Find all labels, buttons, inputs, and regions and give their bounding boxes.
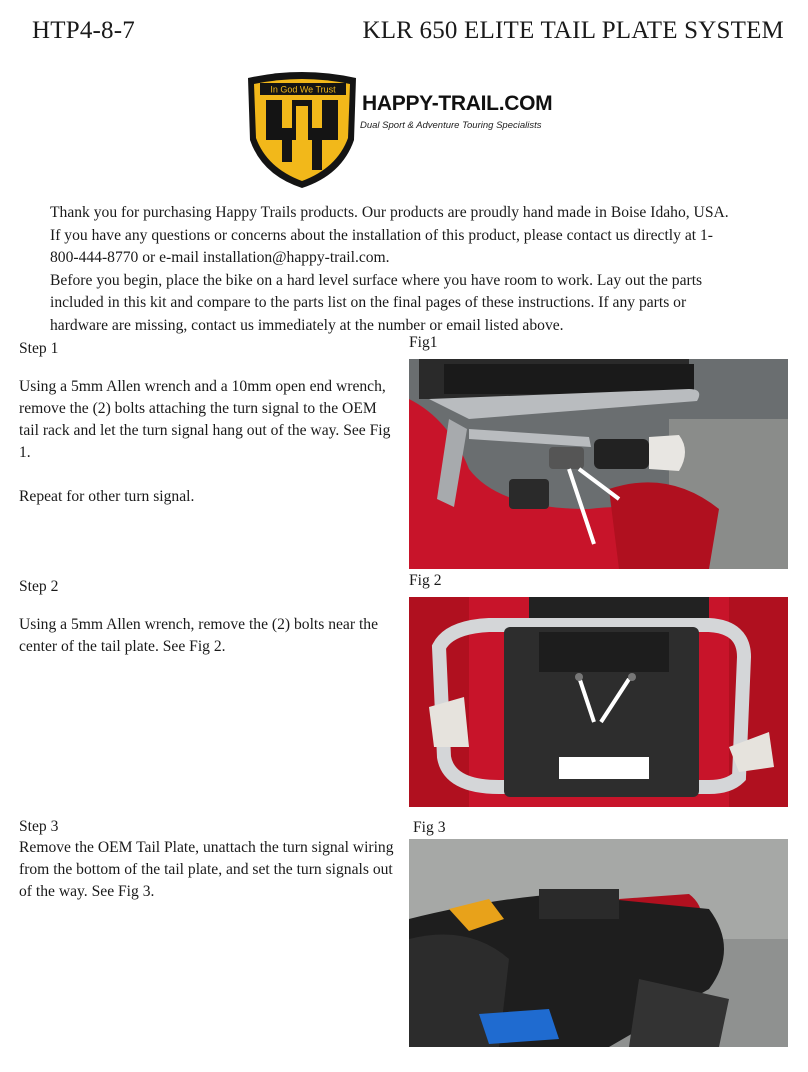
step-3-text: Remove the OEM Tail Plate, unattach the turn signal wiring from the bottom of the tail plate, and set the turn signals out of the way. See Fig 3. <box>19 839 394 900</box>
fig-2-label: Fig 2 <box>409 572 442 589</box>
intro-text <box>50 202 740 337</box>
step-1-text-repeat: Repeat for other turn signal. <box>19 488 195 505</box>
step-1-instructions <box>19 376 399 508</box>
step-2-text: Using a 5mm Allen wrench, remove the (2) bolts near the center of the tail plate. See Fig 2. <box>19 616 378 655</box>
shield-icon <box>242 70 362 190</box>
fig-3-photo <box>409 839 788 1047</box>
step-1-text: Using a 5mm Allen wrench and a 10mm open end wrench, remove the (2) bolts attaching the turn signal to the OEM tail rack and let the turn signal hang out of the way. See Fig 1. <box>19 378 391 461</box>
fig-2-photo <box>409 597 788 807</box>
fig-1-photo <box>409 359 788 569</box>
step-2-instructions <box>19 614 399 658</box>
intro-paragraph-1: Thank you for purchasing Happy Trails products. Our products are proudly hand made in Boise Idaho, USA. If you have any questions or concerns about the installation of this product, please contact us directly at 1-800-444-8770 or e-mail installation@happy-trail.com. <box>50 204 729 266</box>
logo-motto: In God We Trust <box>270 84 336 95</box>
document-code: HTP4-8-7 <box>32 17 135 44</box>
document-title: KLR 650 ELITE TAIL PLATE SYSTEM <box>362 17 784 44</box>
step-3-instructions <box>19 837 399 903</box>
fig-3-label: Fig 3 <box>413 819 446 836</box>
intro-paragraph-2: Before you begin, place the bike on a hard level surface where you have room to work. Lay out the parts included in this kit and compare to the parts list on the final pages of these instructions. If any parts or hardware are missing, contact us immediately at the number or email listed above. <box>50 271 703 334</box>
step-1-label: Step 1 <box>19 340 59 357</box>
brand-tagline: Dual Sport & Adventure Touring Specialists <box>360 120 542 131</box>
fig-1-label: Fig1 <box>409 334 438 351</box>
step-3-label: Step 3 <box>19 818 59 835</box>
step-2-label: Step 2 <box>19 578 59 595</box>
brand-name: HAPPY-TRAIL.COM <box>362 92 553 115</box>
